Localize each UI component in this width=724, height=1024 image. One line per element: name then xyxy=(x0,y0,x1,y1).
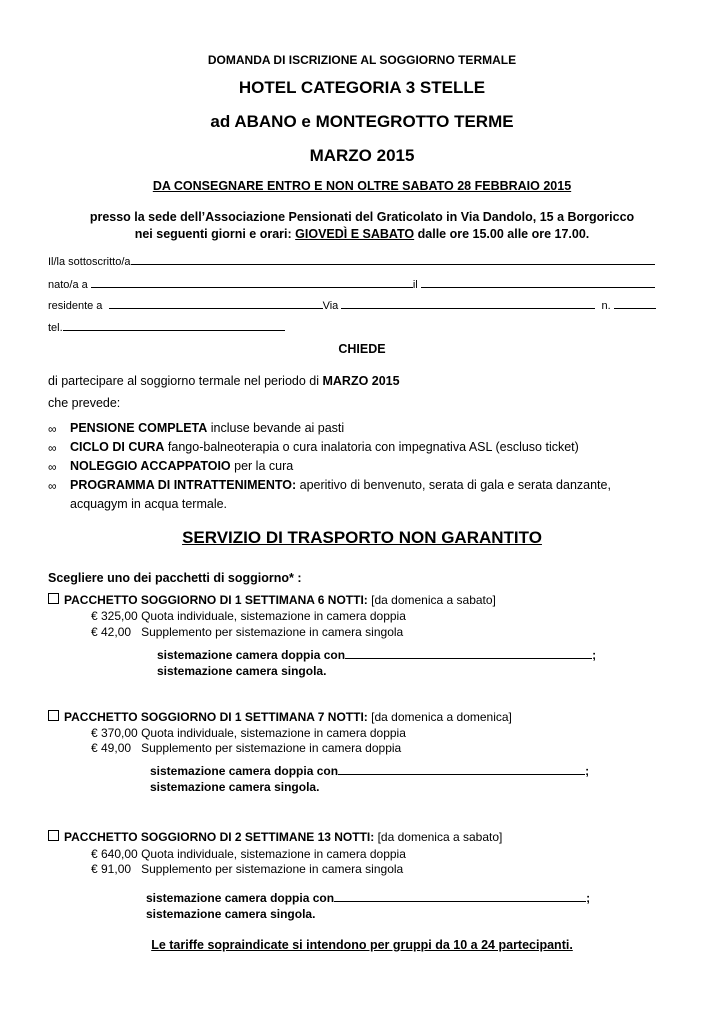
price-amount: € 325,00 xyxy=(91,609,138,623)
package-2-doppia[interactable]: sistemazione camera doppia con ; xyxy=(150,764,590,778)
intro-prevede: che prevede: xyxy=(48,396,121,410)
transport-notice: SERVIZIO DI TRASPORTO NON GARANTITO xyxy=(182,528,542,547)
package-title: PACCHETTO SOGGIORNO DI 1 SETTIMANA 6 NOTTI: xyxy=(64,593,368,607)
header-hotel-category: HOTEL CATEGORIA 3 STELLE xyxy=(238,78,486,97)
field-tel[interactable] xyxy=(48,322,285,334)
package-3-price-2 xyxy=(91,862,403,876)
tariff-footer-note: Le tariffe sopraindicate si intendono per gruppi da 10 a 24 partecipanti. xyxy=(151,938,573,952)
package-period: [da domenica a domenica] xyxy=(367,710,512,724)
header-location: ad ABANO e MONTEGROTTO TERME xyxy=(210,112,514,131)
checkbox-icon[interactable] xyxy=(48,830,59,841)
feature-title: PENSIONE COMPLETA xyxy=(70,421,208,435)
feature-title: PROGRAMMA DI INTRATTENIMENTO: xyxy=(70,478,297,492)
location-days: GIOVEDÌ E SABATO xyxy=(295,227,415,241)
feature-text xyxy=(70,459,293,473)
package-2[interactable] xyxy=(48,710,512,724)
field-sottoscritto-line[interactable] xyxy=(131,263,655,265)
doppia-line[interactable] xyxy=(338,773,585,775)
field-n-label: n. xyxy=(601,300,611,312)
price-amount: € 49,00 xyxy=(91,741,132,755)
field-il-label: il xyxy=(412,279,418,291)
field-residente[interactable] xyxy=(48,300,656,312)
field-nato-label: nato/a a xyxy=(48,279,88,291)
package-2-singola: sistemazione camera singola. xyxy=(150,780,320,794)
field-tel-label: tel. xyxy=(48,322,63,334)
intro-line xyxy=(48,374,400,388)
doppia-label: sistemazione camera doppia con xyxy=(150,764,339,778)
location-hours-prefix: nei seguenti giorni e orari: xyxy=(134,227,296,241)
intro-text: di partecipare al soggiorno termale nel periodo di xyxy=(48,374,323,388)
choose-package-heading: Scegliere uno dei pacchetti di soggiorno* : xyxy=(48,571,302,585)
price-amount: € 91,00 xyxy=(91,862,132,876)
feature-desc: fango-balneoterapia o cura inalatoria con impegnativa ASL (escluso ticket) xyxy=(164,440,579,454)
location-hours-suffix: dalle ore 15.00 alle ore 17.00. xyxy=(414,227,590,241)
doppia-label: sistemazione camera doppia con xyxy=(157,648,346,662)
feature-text xyxy=(70,421,344,435)
field-sottoscritto[interactable] xyxy=(48,256,655,268)
field-nato[interactable] xyxy=(48,279,655,291)
doppia-label: sistemazione camera doppia con xyxy=(146,891,335,905)
intro-period: MARZO 2015 xyxy=(322,374,400,388)
price-desc: Supplemento per sistemazione in camera singola xyxy=(141,862,404,876)
feature-text xyxy=(70,440,579,454)
package-1-singola: sistemazione camera singola. xyxy=(157,664,327,678)
field-via-label: Via xyxy=(322,300,339,312)
package-2-price-2 xyxy=(91,741,401,755)
package-3-singola: sistemazione camera singola. xyxy=(146,907,316,921)
price-amount: € 370,00 xyxy=(91,726,138,740)
price-desc: Quota individuale, sistemazione in camera doppia xyxy=(141,726,406,740)
location-line-2 xyxy=(0,227,724,241)
doppia-line[interactable] xyxy=(345,657,592,659)
feature-desc: per la cura xyxy=(230,459,294,473)
package-title: PACCHETTO SOGGIORNO DI 1 SETTIMANA 7 NOTTI: xyxy=(64,710,368,724)
feature-desc: aperitivo di benvenuto, serata di gala e serata danzante, xyxy=(296,478,611,492)
field-via-line[interactable] xyxy=(341,307,595,309)
location-line-1: presso la sede dell’Associazione Pensionati del Graticolato in Via Dandolo, 15 a Borgoricco xyxy=(89,210,635,224)
doppia-line[interactable] xyxy=(334,900,586,902)
infinity-bullet-icon: ∞ xyxy=(48,441,57,455)
feature-desc: incluse bevande ai pasti xyxy=(207,421,345,435)
price-desc: Quota individuale, sistemazione in camera doppia xyxy=(141,609,406,623)
field-n-line[interactable] xyxy=(614,307,656,309)
header-period: MARZO 2015 xyxy=(309,146,415,165)
checkbox-icon[interactable] xyxy=(48,710,59,721)
package-3[interactable] xyxy=(48,830,502,844)
field-tel-line[interactable] xyxy=(63,329,285,331)
field-residente-label: residente a xyxy=(48,300,103,312)
package-1-price-2 xyxy=(91,625,403,639)
infinity-bullet-icon: ∞ xyxy=(48,422,57,436)
infinity-bullet-icon: ∞ xyxy=(48,460,57,474)
package-3-doppia[interactable]: sistemazione camera doppia con ; xyxy=(146,891,591,905)
infinity-bullet-icon: ∞ xyxy=(48,479,57,493)
chiede-heading: CHIEDE xyxy=(338,342,386,356)
package-period: [da domenica a sabato] xyxy=(367,593,496,607)
deadline-notice: DA CONSEGNARE ENTRO E NON OLTRE SABATO 28 FEBBRAIO 2015 xyxy=(152,179,572,193)
package-period: [da domenica a sabato] xyxy=(374,830,503,844)
field-il-line[interactable] xyxy=(421,286,655,288)
package-title: PACCHETTO SOGGIORNO DI 2 SETTIMANE 13 NOTTI: xyxy=(64,830,375,844)
checkbox-icon[interactable] xyxy=(48,593,59,604)
package-3-price-1 xyxy=(91,847,406,861)
price-desc: Quota individuale, sistemazione in camera doppia xyxy=(141,847,406,861)
header-line-1: DOMANDA DI ISCRIZIONE AL SOGGIORNO TERMALE xyxy=(207,53,517,67)
feature-title: CICLO DI CURA xyxy=(70,440,165,454)
field-sottoscritto-label: Il/la sottoscritto/a xyxy=(48,256,131,268)
package-1[interactable] xyxy=(48,593,496,607)
price-amount: € 640,00 xyxy=(91,847,138,861)
feature-title: NOLEGGIO ACCAPPATOIO xyxy=(70,459,231,473)
feature-text xyxy=(70,478,611,492)
field-residente-line[interactable] xyxy=(109,307,323,309)
package-2-price-1 xyxy=(91,726,406,740)
price-amount: € 42,00 xyxy=(91,625,132,639)
package-1-price-1 xyxy=(91,609,406,623)
package-1-doppia[interactable]: sistemazione camera doppia con ; xyxy=(157,648,597,662)
price-desc: Supplemento per sistemazione in camera doppia xyxy=(141,741,402,755)
feature-desc-continued: acquagym in acqua termale. xyxy=(70,497,228,511)
price-desc: Supplemento per sistemazione in camera singola xyxy=(141,625,404,639)
field-nato-line[interactable] xyxy=(91,286,413,288)
